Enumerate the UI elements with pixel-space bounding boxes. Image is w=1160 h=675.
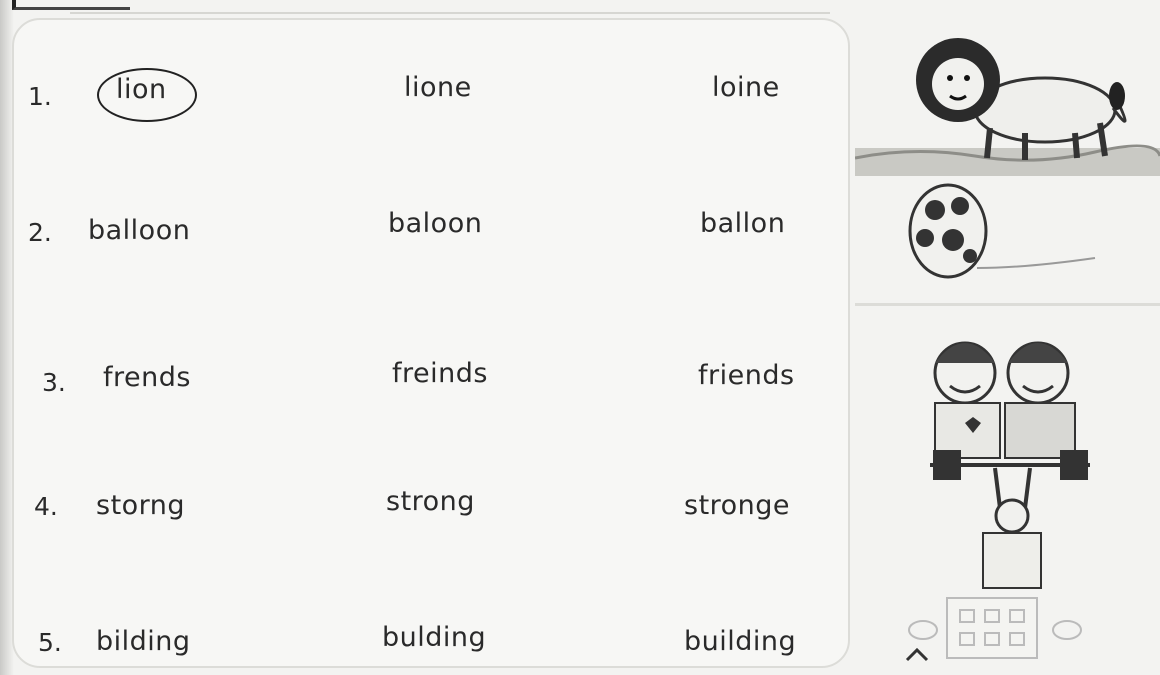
lion-illustration [855,38,1160,176]
row-1-option-2[interactable]: lione [404,72,472,103]
friends-illustration [855,303,1160,458]
top-rule [70,12,830,14]
row-3-number: 3. [42,368,66,397]
row-3-option-3[interactable]: friends [698,360,795,391]
row-2-option-2[interactable]: baloon [388,208,483,239]
picture-panel [855,18,1160,668]
row-3-option-1[interactable]: frends [103,362,191,393]
row-1-option-3[interactable]: loine [712,72,780,103]
row-2-option-1[interactable]: balloon [88,215,191,246]
row-4-option-2[interactable]: strong [386,486,475,517]
row-2-number: 2. [28,218,52,247]
corner-mark [12,0,130,10]
row-1-number: 1. [28,82,52,111]
row-1-option-1[interactable]: lion [116,74,167,105]
row-5-option-2[interactable]: bulding [382,622,487,653]
row-5-option-3[interactable]: building [684,626,797,657]
row-4-number: 4. [34,492,58,521]
balloon-illustration [910,185,1095,277]
row-5-number: 5. [38,628,62,657]
row-5-option-1[interactable]: bilding [96,626,191,657]
row-4-option-1[interactable]: storng [96,490,186,521]
row-2-option-3[interactable]: ballon [700,208,786,239]
row-4-option-3[interactable]: stronge [684,490,791,521]
row-3-option-2[interactable]: freinds [392,358,488,389]
building-illustration [907,598,1081,660]
weightlifter-illustration [930,450,1090,588]
